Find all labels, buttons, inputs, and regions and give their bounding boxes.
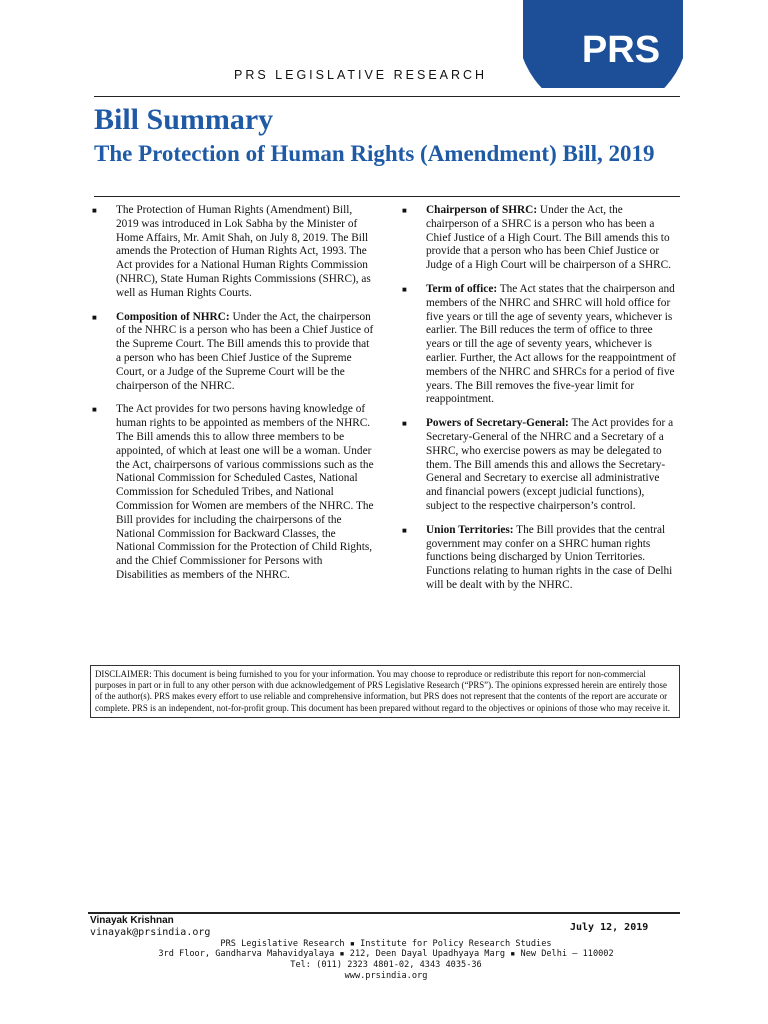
bullet-text: Under the Act, the chairperson of a SHRC is a person who has been a Chief Justice of a High Court. The Bill amends this to provide that a person who has been Chief Justice or Judge of a High Court will be chairperson of a SHRC. xyxy=(426,204,672,272)
publish-date: July 12, 2019 xyxy=(570,922,649,933)
author-name: Vinayak Krishnan xyxy=(90,915,174,926)
disclaimer-box: DISCLAIMER: This document is being furnished to you for your information. You may choose to reproduce or redistribute this report for non-commercial purposes in part or in full to any other person with due acknowledgement of PRS Legislative Research (“PRS”). The opinions expressed herein are entirely those of the author(s). PRS makes every effort to use reliable and comprehensive information, but PRS does not represent that the contents of the report are accurate or complete. PRS is an independent, not-for-profit group. This document has been prepared without regard to the objectives or opinions of those who may receive it. xyxy=(90,665,680,718)
org-name: PRS LEGISLATIVE RESEARCH xyxy=(234,68,488,82)
bullet-heading: Chairperson of SHRC: xyxy=(426,204,538,216)
bullet-text: The Act states that the chairperson and members of the NHRC and SHRC will hold office for five years or till the age of seventy years, whichever is earlier. The Bill reduces the term of office to three years or till the age of seventy years, whichever is earlier. Further, the Act allows for the reappointment of members of the NHRC and SHRCs for a period of five years. The Bill removes the five-year limit for reappointment. xyxy=(426,282,676,406)
page-title: Bill Summary xyxy=(94,103,274,136)
bullet-icon: ■ xyxy=(92,312,97,322)
bullet-text: The Protection of Human Rights (Amendment) Bill, 2019 was introduced in Lok Sabha by the Minister of Home Affairs, Mr. Amit Shah, on July 8, 2019. The Bill amends the Protection of Human Rights Act, 1993. The Act provides for a National Human Rights Commission (NHRC), State Human Rights Commissions (SHRC), as well as Human Rights Courts. xyxy=(116,204,371,299)
title-rule xyxy=(94,196,680,197)
bullet-heading: Term of office: xyxy=(426,282,498,295)
right-column xyxy=(402,204,678,603)
bullet-item xyxy=(402,524,678,593)
prs-logo xyxy=(523,0,683,88)
bill-title: The Protection of Human Rights (Amendment) Bill, 2019 xyxy=(94,141,655,166)
footer-website-link[interactable]: www.prsindia.org xyxy=(344,971,428,981)
bullet-item xyxy=(402,283,678,407)
footer-address-line: 3rd Floor, Gandharva Mahavidyalaya ▪ 212, Deen Dayal Upadhyaya Marg ▪ New Delhi – 110002 xyxy=(158,949,614,959)
author-email[interactable]: vinayak@prsindia.org xyxy=(90,927,211,938)
bullet-item xyxy=(92,204,374,301)
footer-phone-line: Tel: (011) 2323 4801-02, 4343 4035-36 xyxy=(290,960,482,970)
bullet-text: The Act provides for two persons having knowledge of human rights to be appointed as members of the NHRC. The Bill amends this to allow three members to be appointed, of which at least one will be a woman. Under the Act, chairpersons of various commissions such as the National Commission for Scheduled Castes, National Commission for Scheduled Tribes, and National Commission for Women are members of the NHRC. The Bill provides for including the chairpersons of the National Commission for Backward Classes, the National Commission for the Protection of Child Rights, and the Chief Commissioner for Persons with Disabilities as members of the NHRC. xyxy=(116,403,374,581)
top-rule xyxy=(94,96,680,97)
bullet-heading: Powers of Secretary-General: xyxy=(426,417,569,430)
bullet-icon: ■ xyxy=(402,206,407,215)
bullet-icon: ■ xyxy=(92,206,97,215)
bullet-item xyxy=(92,403,374,582)
bullet-icon: ■ xyxy=(402,419,407,429)
bullet-icon: ■ xyxy=(92,405,97,415)
bullet-text: The Bill provides that the central government may confer on a SHRC human rights functions being discharged by Union Territories. Functions relating to human rights in the case of Delhi will be dealt with by the NHRC. xyxy=(426,523,673,591)
footer-org-line: PRS Legislative Research ▪ Institute for Policy Research Studies xyxy=(220,939,552,949)
bullet-heading: Composition of NHRC: xyxy=(116,310,230,323)
bullet-item xyxy=(402,204,678,273)
bullet-icon: ■ xyxy=(402,284,407,294)
left-column xyxy=(92,204,374,593)
bullet-text: Under the Act, the chairperson of the NHRC is a person who has been a Chief Justice of the Supreme Court. The Bill amends this to provide that a person who has been Chief Justice of the Supreme Court, or a Judge of the Supreme Court will be the chairperson of the NHRC. xyxy=(116,310,374,392)
footer-rule xyxy=(88,912,680,914)
logo-text: PRS xyxy=(581,29,661,71)
bullet-item xyxy=(402,417,678,514)
bullet-text: The Act provides for a Secretary-General of the NHRC and a Secretary of a SHRC, who exercise powers as may be delegated to them. The Bill amends this and allows the Secretary-General and Secretary to exercise all administrative and financial powers (except judicial functions), subject to the respective chairperson’s control. xyxy=(426,417,674,512)
bullet-icon: ■ xyxy=(402,525,407,535)
bullet-heading: Union Territories: xyxy=(426,523,514,536)
bullet-item xyxy=(92,311,374,394)
